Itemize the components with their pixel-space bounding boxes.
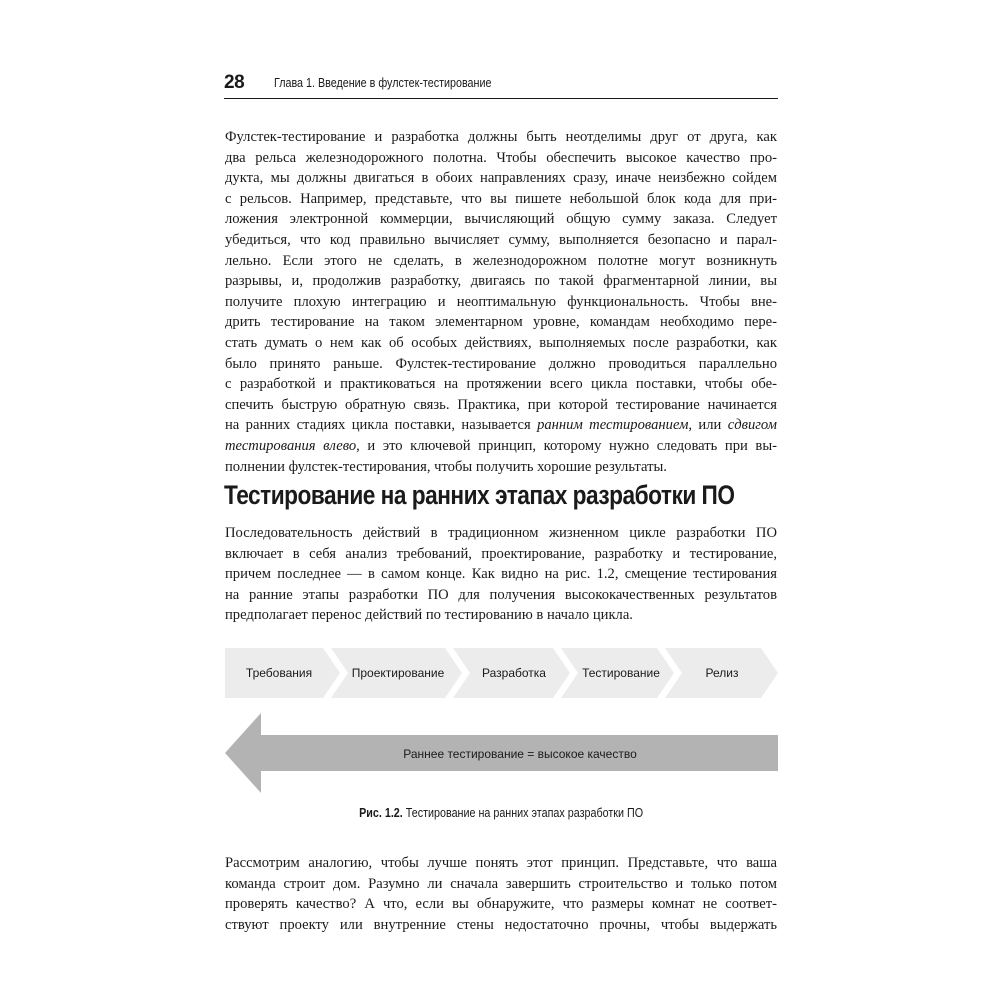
text-line: ложения электронной коммерции, вычисляющий общую сумму заказа. Следует [225, 211, 777, 228]
paragraph-2 [225, 523, 777, 626]
term-shift-left-part1: сдвигом [727, 417, 777, 434]
text-line: полнении фулстек-тестирования, чтобы получить хорошие результаты. [225, 458, 667, 475]
stage-label-release: Релиз [705, 666, 739, 680]
text-fragment: , или [688, 417, 728, 434]
text-line: убедиться, что код правильно вычисляет сумму, выполняется безопасно и парал- [225, 231, 777, 248]
text-fragment: на ранних стадиях цикла поставки, называется [225, 417, 538, 434]
text-line: Рассмотрим аналогию, чтобы лучше понять этот принцип. Представьте, что ваша [225, 855, 777, 871]
text-line: команда строит дом. Разумно ли сначала завершить строительство и только потом [225, 875, 777, 892]
text-line: Фулстек-тестирование и разработка должны быть неотделимы друг от друга, как [225, 129, 777, 145]
caption-number: Рис. 1.2. [359, 806, 403, 820]
text-line: стать думать о нем как об особых действиях, выполняемых после разработки, как [225, 334, 777, 351]
text-fragment: , и это ключевой принцип, которому нужно следовать при вы- [356, 437, 777, 454]
text-line: получите плохую интеграцию и неоптимальную функциональность. Чтобы вне- [225, 293, 777, 310]
text-line: дрить тестирование на таком элементарном уровне, командам необходимо пере- [225, 314, 777, 331]
text-line [225, 436, 777, 457]
text-line: причем последнее — в самом конце. Как видно на рис. 1.2, смещение тестирования [225, 566, 777, 583]
term-early-testing: ранним тестированием [537, 417, 689, 434]
arrow-label: Раннее тестирование = высокое качество [403, 747, 637, 761]
text-line: лельно. Если этого не сделать, в железнодорожном полотне могут возникнуть [225, 252, 777, 269]
page-number: 28 [224, 72, 245, 93]
text-line: проверять качество? А что, если вы обнаружите, что размеры комнат не соответ- [225, 896, 777, 913]
running-head: Глава 1. Введение в фулстек-тестирование [274, 76, 492, 90]
figure-caption [225, 806, 777, 820]
caption-text: Тестирование на ранних этапах разработки ПО [402, 806, 643, 820]
stage-label-design: Проектирование [351, 666, 445, 680]
text-line: с разработкой и практиковаться на протяжении всего цикла поставки, чтобы обе- [225, 376, 777, 393]
text-line: Последовательность действий в традиционном жизненном цикле разработки ПО [225, 525, 777, 541]
text-line: включает в себя анализ требований, проектирование, разработку и тестирование, [225, 545, 777, 562]
stage-label-requirements: Требования [245, 666, 313, 680]
term-shift-left-part2: тестирования влево [225, 437, 357, 454]
paragraph-3 [225, 853, 777, 935]
paragraph-1 [225, 127, 777, 477]
text-line [225, 415, 777, 436]
figure-early-testing [225, 648, 778, 793]
text-line: с рельсов. Например, представьте, что вы пишете небольшой блок кода для при- [225, 190, 777, 207]
text-line: ствуют проекту или внутренние стены недостаточно прочны, чтобы выдержать [225, 916, 777, 933]
section-heading: Тестирование на ранних этапах разработки ПО [224, 480, 735, 510]
stage-label-testing: Тестирование [582, 666, 660, 680]
text-line: два рельса железнодорожного полотна. Чтобы обеспечить высокое качество про- [225, 149, 777, 166]
text-line: спечить быструю обратную связь. Практика, при которой тестирование начинается [225, 396, 777, 413]
text-line: разрывы, и, продолжив разработку, двигаясь по такой фрагментарной линии, вы [225, 273, 777, 290]
text-line: предполагает перенос действий по тестированию в начало цикла. [225, 607, 633, 624]
text-line: на ранние этапы разработки ПО для получения высококачественных результатов [225, 586, 777, 603]
text-line: было принято раньше. Фулстек-тестирование должно проводиться параллельно [225, 355, 777, 372]
text-line: дукта, мы должны двигаться в обоих направлениях сразу, иначе неизбежно сойдем [225, 170, 777, 187]
stage-label-development: Разработка [482, 666, 546, 680]
page-header [224, 72, 778, 99]
